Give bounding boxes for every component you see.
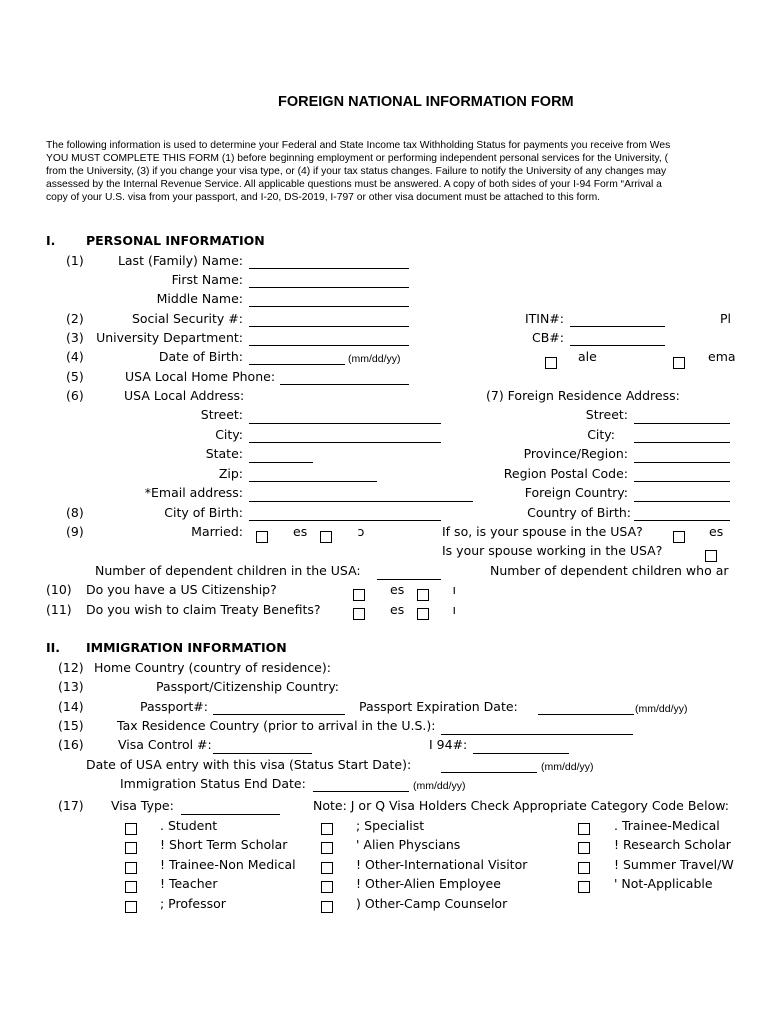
city-label: City: (215, 427, 243, 442)
city-of-birth-field[interactable] (249, 520, 441, 521)
item-number: (16) (58, 737, 84, 752)
dob-label: Date of Birth: (158, 349, 243, 364)
intro-line: from the University, (3) if you change your visa type, or (4) if your tax status changes. Failure to notify the University of any changes may (46, 165, 667, 177)
i94-label: I 94#: (429, 737, 468, 752)
street-label: Street: (200, 407, 243, 422)
foreign-street-label: Street: (585, 407, 628, 422)
visa-control-label: Visa Control #: (118, 737, 212, 752)
item-number: (9) (66, 524, 84, 539)
category-checkbox[interactable] (321, 842, 333, 854)
spouse-working-label: Is your spouse working in the USA? (442, 543, 663, 558)
end-date-format: (mm/dd/yy) (413, 780, 466, 792)
entry-date-label: Date of USA entry with this visa (Status Start Date): (86, 757, 412, 772)
country-of-birth-field[interactable] (634, 520, 730, 521)
dob-format-hint: (mm/dd/yy) (348, 353, 401, 365)
province-field[interactable] (634, 462, 730, 463)
dob-field[interactable] (249, 364, 345, 365)
country-of-birth-label: Country of Birth: (527, 505, 631, 520)
visa-type-label: Visa Type: (111, 798, 174, 813)
intro-line: YOU MUST COMPLETE THIS FORM (1) before beginning employment or performing independent personal services for the University, ( (46, 152, 669, 164)
married-no-label: ɔ (355, 524, 365, 539)
category-trainee-non-medical: ! Trainee-Non Medical (160, 857, 296, 872)
foreign-country-label: Foreign Country: (524, 485, 628, 500)
item-number: (12) (58, 660, 84, 675)
state-label: State: (205, 446, 243, 461)
foreign-city-field[interactable] (634, 442, 730, 443)
spouse-usa-label: If so, is your spouse in the USA? (442, 524, 643, 539)
treaty-question: Do you wish to claim Treaty Benefits? (86, 602, 321, 617)
category-checkbox[interactable] (578, 823, 590, 835)
category-summer-travel: ! Summer Travel/W (614, 857, 734, 872)
zip-field[interactable] (249, 481, 377, 482)
category-alien-physicians: ' Alien Physcians (356, 837, 461, 852)
item-number: (15) (58, 718, 84, 733)
category-camp-counselor: ) Other-Camp Counselor (356, 896, 508, 911)
citizenship-yes-label: es (390, 582, 405, 597)
province-label: Province/Region: (523, 446, 628, 461)
foreign-city-label: City: (587, 427, 615, 442)
visa-note: Note: J or Q Visa Holders Check Appropriate Category Code Below: (313, 798, 729, 813)
postal-code-label: Region Postal Code: (503, 466, 628, 481)
female-label: ema (708, 349, 736, 364)
passport-exp-label: Passport Expiration Date: (359, 699, 518, 714)
zip-label: Zip: (218, 466, 243, 481)
spouse-usa-yes-checkbox[interactable] (673, 531, 685, 543)
city-of-birth-label: City of Birth: (164, 505, 243, 520)
category-international-visitor: ! Other-International Visitor (356, 857, 528, 872)
category-checkbox[interactable] (578, 842, 590, 854)
treaty-no-checkbox[interactable] (417, 608, 429, 620)
email-label: *Email address: (144, 485, 243, 500)
married-label: Married: (191, 524, 243, 539)
dependents-usa-field[interactable] (377, 579, 441, 580)
item-number: (2) (66, 311, 84, 326)
item-number: (8) (66, 505, 84, 520)
citizenship-no-label: ı (450, 582, 456, 597)
item-number: (5) (66, 369, 84, 384)
category-checkbox[interactable] (578, 862, 590, 874)
category-checkbox[interactable] (125, 881, 137, 893)
item-number: (11) (46, 602, 72, 617)
item-number: (6) (66, 388, 84, 403)
middle-name-field[interactable] (249, 306, 409, 307)
item-number: (1) (66, 253, 84, 268)
entry-date-format: (mm/dd/yy) (541, 761, 594, 773)
passport-exp-format: (mm/dd/yy) (635, 703, 688, 715)
end-date-field[interactable] (313, 791, 409, 792)
ssn-label: Social Security #: (131, 311, 243, 326)
i94-field[interactable] (473, 753, 569, 754)
foreign-address-label: (7) Foreign Residence Address: (486, 388, 680, 403)
street-field[interactable] (249, 423, 441, 424)
citizenship-no-checkbox[interactable] (417, 589, 429, 601)
phone-label-fragment: Pl (720, 311, 732, 326)
department-field[interactable] (249, 345, 409, 346)
passport-field[interactable] (213, 714, 345, 715)
item-number: (4) (66, 349, 84, 364)
home-country-label: Home Country (country of residence): (94, 660, 331, 675)
email-field[interactable] (249, 501, 473, 502)
spouse-usa-yes-label: es (709, 524, 724, 539)
first-name-field[interactable] (249, 287, 409, 288)
visa-control-field[interactable] (213, 753, 312, 754)
department-label: University Department: (96, 330, 243, 345)
category-not-applicable: ' Not-Applicable (614, 876, 713, 891)
first-name-label: First Name: (171, 272, 243, 287)
intro-line: The following information is used to determine your Federal and State Income tax Withholding Status for payments you receive from Wes (46, 140, 671, 151)
last-name-label: Last (Family) Name: (117, 253, 243, 268)
married-yes-label: es (293, 524, 308, 539)
category-alien-employee: ! Other-Alien Employee (356, 876, 501, 891)
category-checkbox[interactable] (321, 901, 333, 913)
category-checkbox[interactable] (125, 862, 137, 874)
male-checkbox[interactable] (545, 357, 557, 369)
intro-line: assessed by the Internal Revenue Service. All applicable questions must be answered. A copy of both sides of your I-94 Form “Arrival a (46, 178, 662, 190)
citizenship-question: Do you have a US Citizenship? (86, 582, 277, 597)
home-phone-field[interactable] (280, 384, 409, 385)
passport-label: Passport#: (140, 699, 208, 714)
cb-field[interactable] (570, 345, 665, 346)
postal-code-field[interactable] (634, 481, 730, 482)
foreign-street-field[interactable] (634, 423, 730, 424)
tax-residence-field[interactable] (441, 734, 633, 735)
married-no-checkbox[interactable] (320, 531, 332, 543)
category-professor: ; Professor (160, 896, 226, 911)
usa-address-label: USA Local Address: (124, 388, 245, 403)
foreign-country-field[interactable] (634, 501, 730, 502)
item-number: (13) (58, 679, 84, 694)
passport-exp-field[interactable] (538, 714, 634, 715)
category-short-term-scholar: ! Short Term Scholar (160, 837, 288, 852)
category-checkbox[interactable] (578, 881, 590, 893)
treaty-yes-checkbox[interactable] (353, 608, 365, 620)
tax-residence-label: Tax Residence Country (prior to arrival in the U.S.): (117, 718, 436, 733)
category-checkbox[interactable] (125, 901, 137, 913)
category-checkbox[interactable] (321, 862, 333, 874)
section-1-number: I. (46, 233, 56, 248)
section-2-heading: IMMIGRATION INFORMATION (86, 640, 287, 655)
city-field[interactable] (249, 442, 441, 443)
male-label: ale (578, 349, 597, 364)
state-field[interactable] (249, 462, 313, 463)
intro-line: copy of your U.S. visa from your passport, and I-20, DS-2019, I-797 or other visa document must be attached to this form. (46, 191, 601, 203)
end-date-label: Immigration Status End Date: (120, 776, 306, 791)
section-2-number: II. (46, 640, 61, 655)
itin-label: ITIN#: (524, 311, 564, 326)
female-checkbox[interactable] (673, 357, 685, 369)
visa-type-field[interactable] (181, 814, 280, 815)
home-phone-label: USA Local Home Phone: (125, 369, 276, 384)
category-checkbox[interactable] (125, 823, 137, 835)
intro-text (46, 140, 730, 204)
treaty-yes-label: es (390, 602, 405, 617)
category-specialist: ; Specialist (356, 818, 425, 833)
passport-country-label: Passport/Citizenship Country: (156, 679, 340, 694)
item-number: (10) (46, 582, 72, 597)
category-research-scholar: ! Research Scholar (614, 837, 731, 852)
item-number: (14) (58, 699, 84, 714)
ssn-field[interactable] (249, 326, 409, 327)
category-checkbox[interactable] (321, 823, 333, 835)
dependents-other-label: Number of dependent children who ar (490, 563, 729, 578)
last-name-field[interactable] (249, 268, 409, 269)
item-number: (17) (58, 798, 84, 813)
section-1-heading: PERSONAL INFORMATION (86, 233, 265, 248)
item-number: (3) (66, 330, 84, 345)
married-yes-checkbox[interactable] (256, 531, 268, 543)
middle-name-label: Middle Name: (156, 291, 243, 306)
category-teacher: ! Teacher (160, 876, 218, 891)
spouse-working-checkbox[interactable] (705, 550, 717, 562)
category-checkbox[interactable] (125, 842, 137, 854)
dependents-usa-label: Number of dependent children in the USA: (95, 563, 361, 578)
citizenship-yes-checkbox[interactable] (353, 589, 365, 601)
entry-date-field[interactable] (441, 772, 537, 773)
category-checkbox[interactable] (321, 881, 333, 893)
category-trainee-medical: . Trainee-Medical (614, 818, 720, 833)
treaty-no-label: ı (450, 602, 456, 617)
form-title: FOREIGN NATIONAL INFORMATION FORM (278, 94, 574, 110)
category-student: . Student (160, 818, 218, 833)
cb-label: CB#: (532, 330, 564, 345)
itin-field[interactable] (570, 326, 665, 327)
